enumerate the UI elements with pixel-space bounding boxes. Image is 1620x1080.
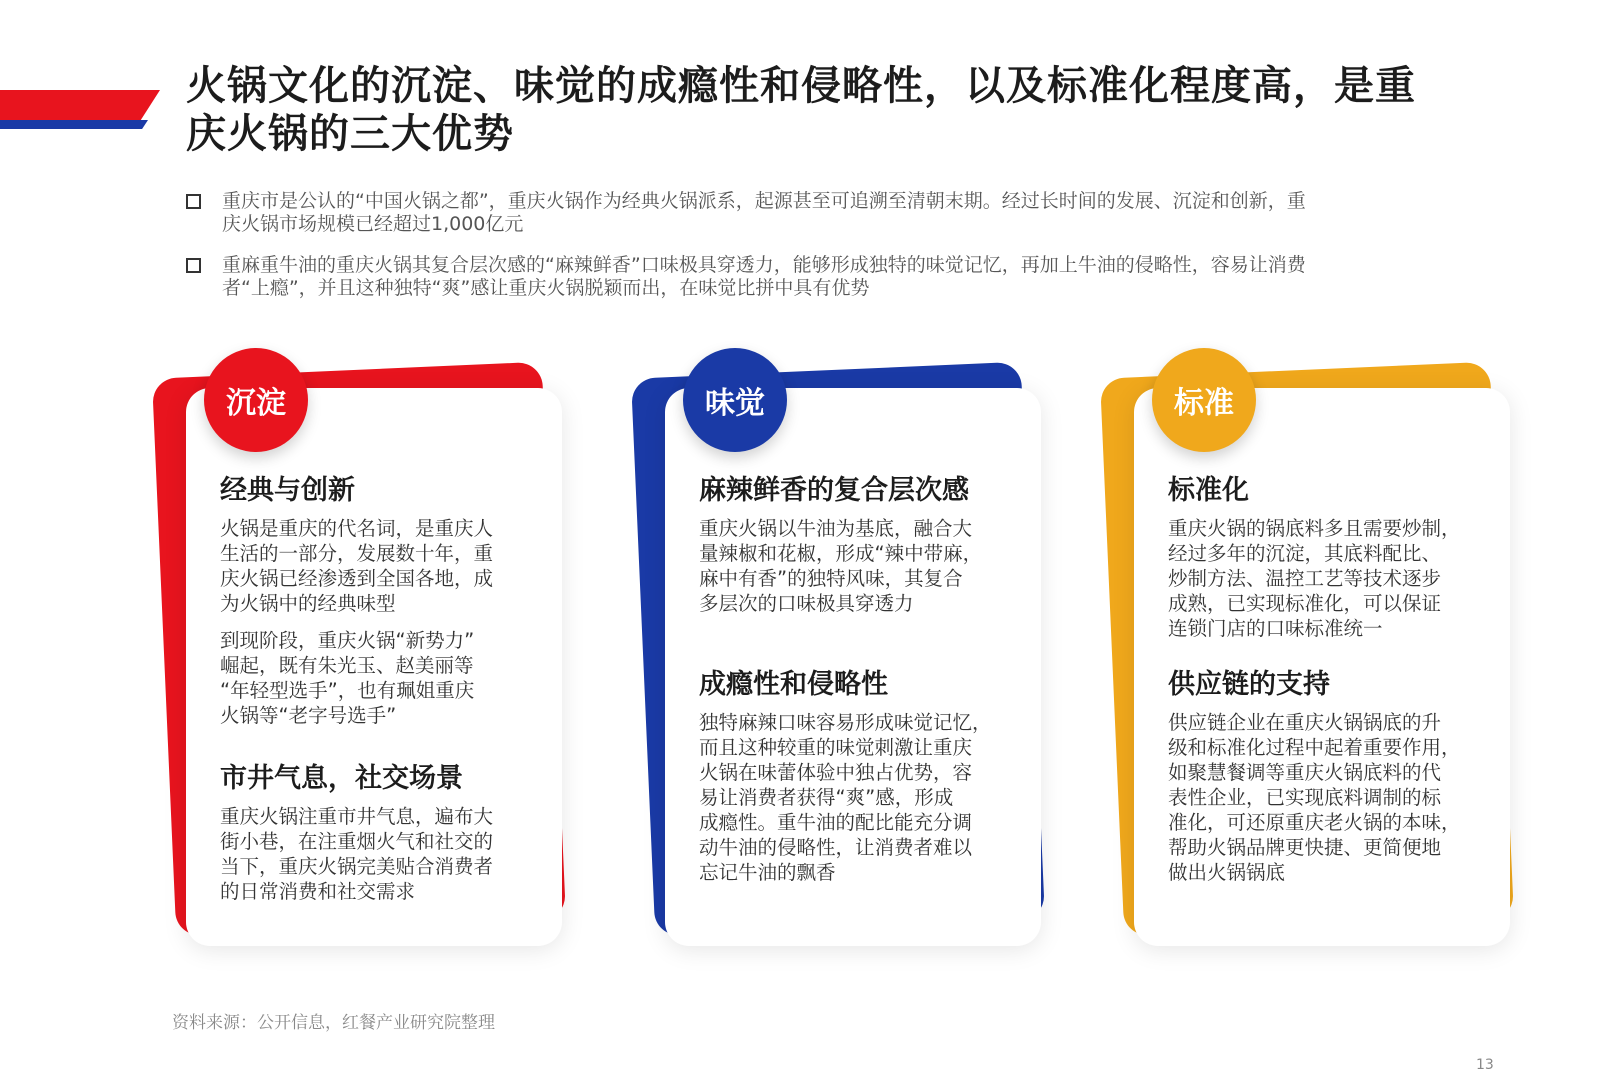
para-line: 火锅是重庆的代名词，是重庆人 <box>220 517 494 540</box>
card-taste <box>665 370 1057 945</box>
para-line: 重庆火锅以牛油为基底，融合大 <box>699 517 973 540</box>
card-paragraph <box>220 804 550 904</box>
page-title-line: 火锅文化的沉淀、味觉的成瘾性和侵略性，以及标准化程度高，是重 <box>186 63 1416 109</box>
para-line: 多层次的口味极具穿透力 <box>699 592 914 615</box>
para-line: 火锅在味蕾体验中独占优势，容 <box>699 761 973 784</box>
para-line: 易让消费者获得“爽”感，形成 <box>699 786 954 809</box>
para-line: 街小巷，在注重烟火气和社交的 <box>220 830 494 853</box>
para-line: 炒制方法、温控工艺等技术逐步 <box>1168 567 1442 590</box>
para-line: 而且这种较重的味觉刺激让重庆 <box>699 736 973 759</box>
card-paragraph <box>699 516 1029 616</box>
para-line: 重庆火锅注重市井气息，遍布大 <box>220 805 494 828</box>
para-line: 动牛油的侵略性，让消费者难以 <box>699 836 973 859</box>
card-badge: 沉淀 <box>204 348 308 452</box>
square-bullet-icon <box>186 258 201 273</box>
para-line: 到现阶段，重庆火锅“新势力” <box>220 629 475 652</box>
card-section-title: 市井气息，社交场景 <box>220 763 463 794</box>
card-standard <box>1134 370 1526 945</box>
source-note: 资料来源：公开信息，红餐产业研究院整理 <box>172 1013 495 1033</box>
para-line: 麻中有香”的独特风味，其复合 <box>699 567 963 590</box>
card-section-title: 经典与创新 <box>220 475 355 506</box>
para-line: 准化，可还原重庆老火锅的本味， <box>1168 811 1461 834</box>
para-line: 做出火锅锅底 <box>1168 861 1286 884</box>
bullet-line: 重麻重牛油的重庆火锅其复合层次感的“麻辣鲜香”口味极具穿透力，能够形成独特的味觉记忆，再加上牛油的侵略性，容易让消费 <box>222 254 1306 276</box>
para-line: 的日常消费和社交需求 <box>220 880 416 903</box>
para-line: 为火锅中的经典味型 <box>220 592 396 615</box>
para-line: 重庆火锅的锅底料多且需要炒制， <box>1168 517 1461 540</box>
para-line: 供应链企业在重庆火锅锅底的升 <box>1168 711 1442 734</box>
card-sediment <box>186 370 578 945</box>
card-paragraph <box>699 710 1029 885</box>
para-line: 成瘾性。重牛油的配比能充分调 <box>699 811 973 834</box>
title-accent-bar <box>0 90 160 134</box>
accent-blue-stripe <box>0 120 148 129</box>
card-section-title: 成瘾性和侵略性 <box>699 669 888 700</box>
card-body <box>665 388 1041 946</box>
para-line: 生活的一部分，发展数十年，重 <box>220 542 494 565</box>
para-line: 量辣椒和花椒，形成“辣中带麻， <box>699 542 983 565</box>
card-paragraph <box>1168 710 1498 885</box>
para-line: 级和标准化过程中起着重要作用， <box>1168 736 1461 759</box>
para-line: 帮助火锅品牌更快捷、更简便地 <box>1168 836 1442 859</box>
para-line: 表性企业，已实现底料调制的标 <box>1168 786 1442 809</box>
card-badge: 味觉 <box>683 348 787 452</box>
bullet-item <box>186 254 1466 300</box>
card-badge: 标准 <box>1152 348 1256 452</box>
para-line: “年轻型选手”，也有珮姐重庆 <box>220 679 475 702</box>
bullet-line: 庆火锅市场规模已经超过1,000亿元 <box>222 213 524 235</box>
card-paragraph <box>1168 516 1498 641</box>
bullet-item <box>186 190 1466 236</box>
intro-bullets <box>186 190 1466 318</box>
para-line: 连锁门店的口味标准统一 <box>1168 617 1383 640</box>
para-line: 经过多年的沉淀，其底料配比、 <box>1168 542 1442 565</box>
para-line: 独特麻辣口味容易形成味觉记忆， <box>699 711 992 734</box>
card-section-title: 标准化 <box>1168 475 1249 506</box>
card-section-title: 麻辣鲜香的复合层次感 <box>699 475 969 506</box>
card-section-title: 供应链的支持 <box>1168 669 1330 700</box>
page-title-line: 庆火锅的三大优势 <box>186 111 514 157</box>
para-line: 忘记牛油的飘香 <box>699 861 836 884</box>
page-title <box>186 62 1486 158</box>
card-body <box>1134 388 1510 946</box>
para-line: 火锅等“老字号选手” <box>220 704 397 727</box>
para-line: 崛起，既有朱光玉、赵美丽等 <box>220 654 474 677</box>
page-number: 13 <box>1476 1057 1494 1073</box>
card-paragraph <box>220 628 550 728</box>
para-line: 如聚慧餐调等重庆火锅底料的代 <box>1168 761 1442 784</box>
card-paragraph <box>220 516 550 616</box>
bullet-line: 重庆市是公认的“中国火锅之都”，重庆火锅作为经典火锅派系，起源甚至可追溯至清朝末期。经过长时间的发展、沉淀和创新，重 <box>222 190 1306 212</box>
bullet-line: 者“上瘾”，并且这种独特“爽”感让重庆火锅脱颖而出，在味觉比拼中具有优势 <box>222 277 870 299</box>
para-line: 当下，重庆火锅完美贴合消费者 <box>220 855 494 878</box>
para-line: 成熟，已实现标准化，可以保证 <box>1168 592 1442 615</box>
square-bullet-icon <box>186 194 201 209</box>
accent-red-stripe <box>0 90 160 120</box>
card-body <box>186 388 562 946</box>
para-line: 庆火锅已经渗透到全国各地，成 <box>220 567 494 590</box>
